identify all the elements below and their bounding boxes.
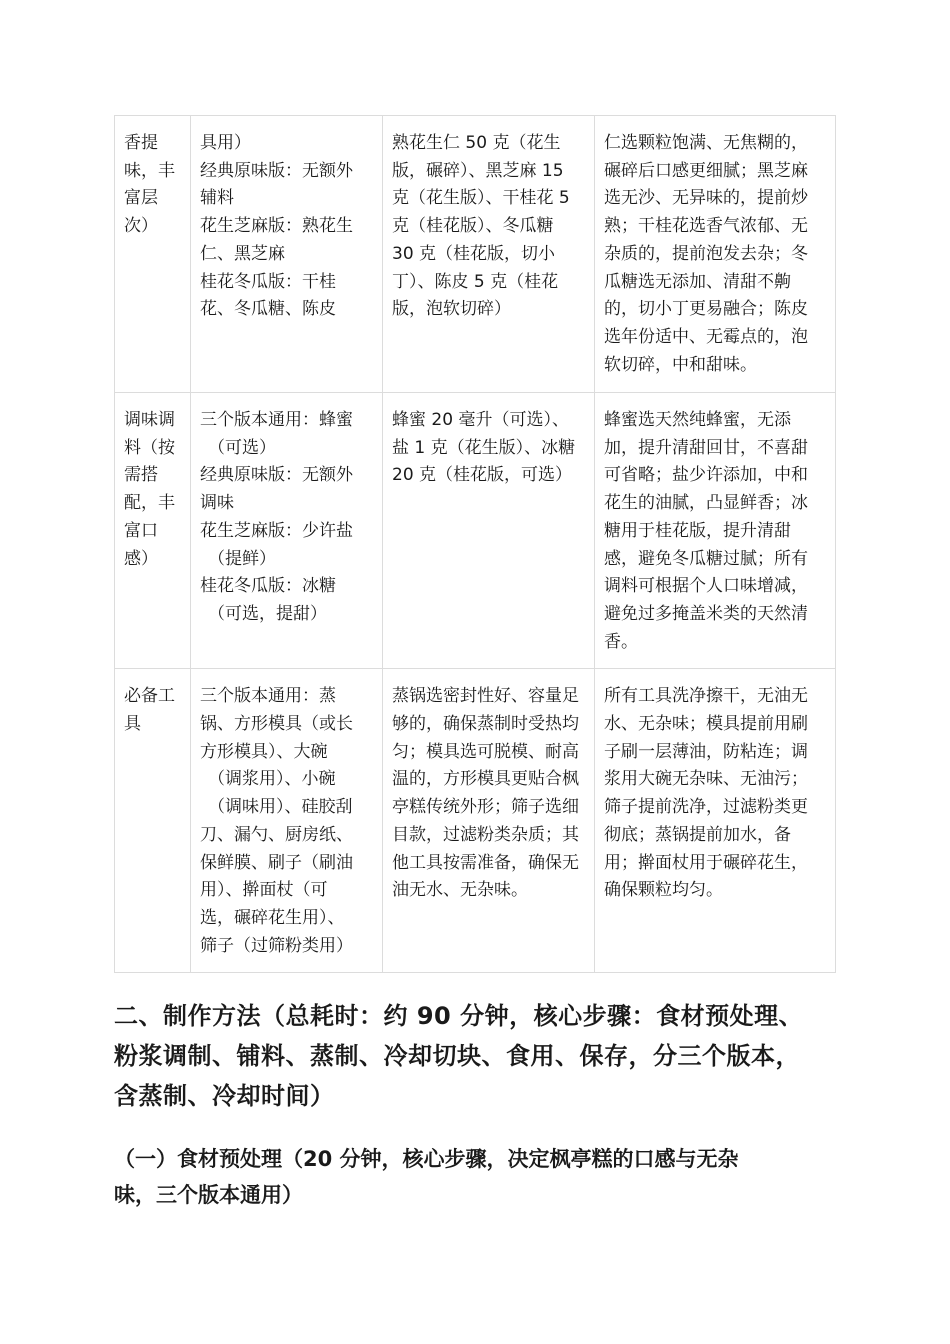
cell-line: 的，切小丁更易融合；陈皮: [604, 299, 808, 320]
cell-line: 配，丰: [124, 493, 175, 514]
cell-line: 加，提升清甜回甘，不喜甜: [604, 437, 808, 458]
cell-line: 亭糕传统外形；筛子选细: [392, 797, 579, 818]
cell-line: 温的，方形模具更贴合枫: [392, 769, 579, 790]
cell-line: 刀、漏勺、厨房纸、: [200, 824, 353, 845]
table-cell-versions: [191, 116, 383, 393]
cell-line: 需搭: [124, 465, 158, 486]
cell-line: 蜂蜜选天然纯蜂蜜，无添: [604, 410, 791, 430]
cell-line: 糖用于桂花版，提升清甜: [604, 520, 791, 541]
cell-line: 花、冬瓜糖、陈皮: [200, 299, 336, 320]
table-row: [115, 669, 836, 973]
cell-line: 匀；模具选可脱模、耐高: [392, 741, 579, 762]
table-cell-notes: [595, 669, 836, 973]
table-cell-notes: [595, 116, 836, 393]
cell-line: 三个版本通用：蜂蜜: [200, 410, 353, 430]
ingredients-table: [114, 115, 836, 973]
cell-line: 调料可根据个人口味增减，: [604, 576, 808, 597]
cell-line: 调味: [200, 493, 234, 514]
cell-line: 版，碾碎）、黑芝麻 15: [392, 160, 564, 181]
cell-line: 仁选颗粒饱满、无焦糊的，: [604, 133, 808, 153]
cell-line: 选无沙、无异味的，提前炒: [604, 188, 808, 209]
cell-line: （可选，提甜）: [208, 603, 327, 624]
section-heading-methods: [114, 996, 835, 1116]
cell-line: 用；擀面杖用于碾碎花生，: [604, 852, 808, 873]
cell-line: 必备工: [124, 686, 175, 707]
cell-line: 感，避免冬瓜糖过腻；所有: [604, 548, 808, 569]
subsection-heading-preprocessing: [114, 1141, 835, 1213]
table-cell-name: [115, 116, 191, 393]
cell-line: 他工具按需准备，确保无: [392, 852, 579, 873]
cell-line: 30 克（桂花版，切小: [392, 243, 556, 264]
cell-line: 锅、方形模具（或长: [200, 714, 353, 735]
table-cell-amount: [383, 669, 595, 973]
cell-line: 克（桂花版）、冬瓜糖: [392, 216, 554, 237]
cell-line: 克（花生版）、干桂花 5: [392, 188, 570, 209]
cell-line: 保鲜膜、刷子（刷油: [200, 852, 353, 873]
table-cell-versions: [191, 669, 383, 973]
cell-line: 蜂蜜 20 毫升（可选）、: [392, 410, 569, 430]
cell-line: 软切碎，中和甜味。: [604, 354, 757, 375]
cell-line: 桂花冬瓜版：干桂: [200, 271, 336, 292]
cell-line: 香提: [124, 133, 158, 153]
cell-line: 桂花冬瓜版：冰糖: [200, 576, 336, 597]
cell-line: 调味调: [124, 410, 175, 430]
cell-line: 浆用大碗无杂味、无油污；: [604, 769, 808, 790]
heading-line: 粉浆调制、铺料、蒸制、冷却切块、食用、保存，分三个版本，: [114, 1042, 800, 1071]
document-page: [114, 115, 835, 1213]
cell-line: 目款，过滤粉类杂质；其: [392, 824, 579, 845]
cell-line: 熟花生仁 50 克（花生: [392, 133, 561, 153]
cell-line: 花生芝麻版：熟花生: [200, 216, 353, 237]
cell-line: 子刷一层薄油，防粘连；调: [604, 741, 808, 762]
table-row: [115, 116, 836, 393]
cell-line: 感）: [124, 548, 158, 569]
cell-line: 彻底；蒸锅提前加水，备: [604, 824, 791, 845]
cell-line: 20 克（桂花版，可选）: [392, 465, 573, 486]
cell-line: 料（按: [124, 437, 175, 458]
cell-line: 版，泡软切碎）: [392, 299, 511, 320]
heading-line: 含蒸制、冷却时间）: [114, 1082, 335, 1111]
cell-line: 花生芝麻版：少许盐: [200, 520, 353, 541]
cell-line: 碾碎后口感更细腻；黑芝麻: [604, 160, 808, 181]
cell-line: 味，丰: [124, 160, 175, 181]
cell-line: （可选）: [208, 437, 276, 458]
cell-line: 方形模具）、大碗: [200, 741, 328, 762]
cell-line: 富层: [124, 188, 158, 209]
cell-line: （提鲜）: [208, 548, 276, 569]
cell-line: 盐 1 克（花生版）、冰糖: [392, 437, 576, 458]
cell-line: 熟；干桂花选香气浓郁、无: [604, 216, 808, 237]
cell-line: 三个版本通用：蒸: [200, 686, 336, 707]
cell-line: 水、无杂味；模具提前用刷: [604, 714, 808, 735]
cell-line: 蒸锅选密封性好、容量足: [392, 686, 579, 707]
heading-line: 味，三个版本通用）: [114, 1183, 303, 1208]
cell-line: （调味用）、硅胶刮: [208, 797, 353, 818]
cell-line: 杂质的，提前泡发去杂；冬: [604, 243, 808, 264]
cell-line: 瓜糖选无添加、清甜不齁: [604, 271, 791, 292]
table-cell-notes: [595, 393, 836, 669]
cell-line: 用）、擀面杖（可: [200, 880, 328, 901]
cell-line: 经典原味版：无额外: [200, 465, 353, 486]
table-cell-amount: [383, 116, 595, 393]
cell-line: 丁）、陈皮 5 克（桂花: [392, 271, 559, 292]
table-cell-amount: [383, 393, 595, 669]
heading-line: 二、制作方法（总耗时：约 90 分钟，核心步骤：食材预处理、: [114, 1002, 804, 1031]
cell-line: 富口: [124, 520, 158, 541]
cell-line: 筛子提前洗净，过滤粉类更: [604, 797, 808, 818]
cell-line: 筛子（过筛粉类用）: [200, 935, 353, 956]
cell-line: 具用）: [200, 133, 251, 153]
cell-line: 所有工具洗净擦干，无油无: [604, 686, 808, 707]
cell-line: 具: [124, 714, 141, 735]
table-cell-name: [115, 669, 191, 973]
table-cell-name: [115, 393, 191, 669]
cell-line: 仁、黑芝麻: [200, 243, 285, 264]
table-row: [115, 393, 836, 669]
cell-line: 油无水、无杂味。: [392, 880, 528, 901]
cell-line: 可省略；盐少许添加，中和: [604, 465, 808, 486]
cell-line: 避免过多掩盖米类的天然清: [604, 603, 808, 624]
heading-line: （一）食材预处理（20 分钟，核心步骤，决定枫亭糕的口感与无杂: [114, 1147, 739, 1172]
cell-line: 经典原味版：无额外: [200, 160, 353, 181]
cell-line: 次）: [124, 216, 158, 237]
cell-line: （调浆用）、小碗: [208, 769, 336, 790]
table-cell-versions: [191, 393, 383, 669]
cell-line: 确保颗粒均匀。: [604, 880, 723, 901]
cell-line: 选，碾碎花生用）、: [200, 907, 345, 928]
cell-line: 辅料: [200, 188, 234, 209]
cell-line: 香。: [604, 631, 638, 652]
cell-line: 花生的油腻，凸显鲜香；冰: [604, 493, 808, 514]
cell-line: 选年份适中、无霉点的，泡: [604, 326, 808, 347]
cell-line: 够的，确保蒸制时受热均: [392, 714, 579, 735]
